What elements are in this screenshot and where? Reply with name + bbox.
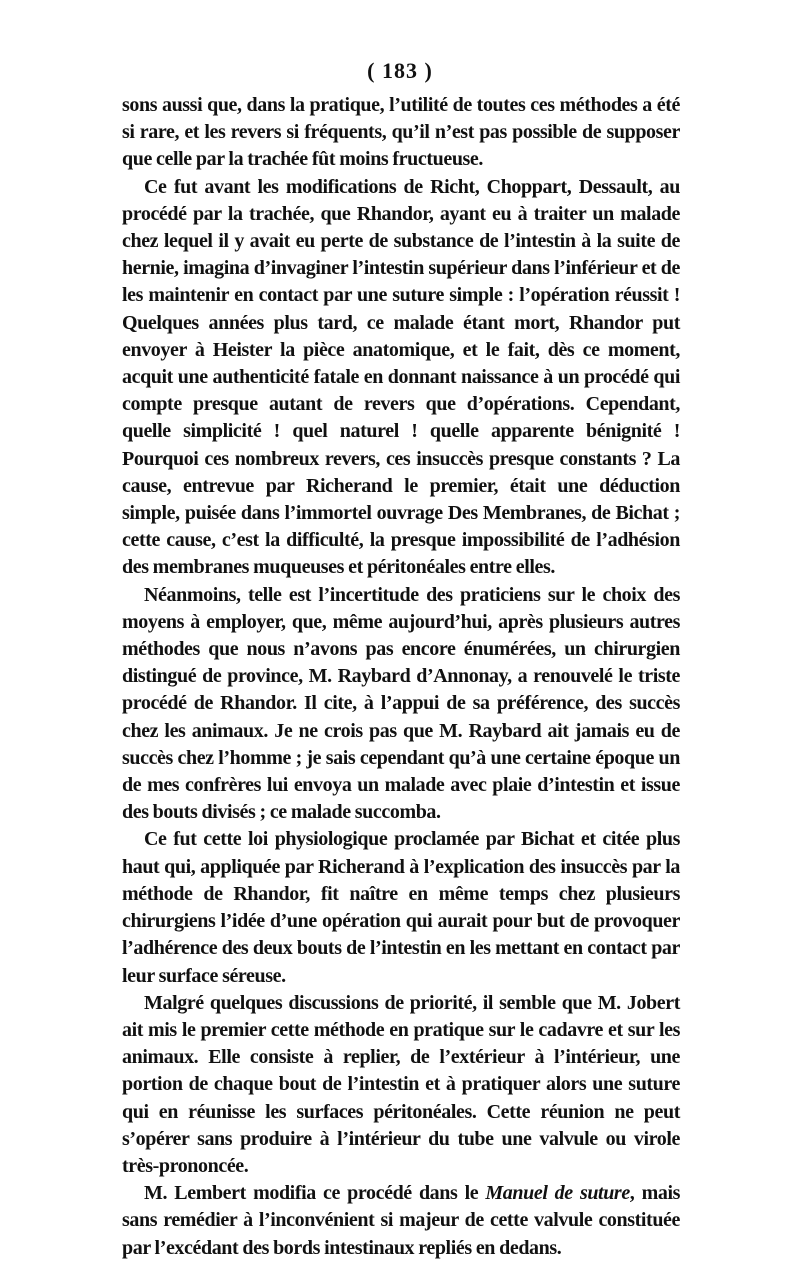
paragraph-4: Ce fut cette loi physiologique proclamée par Bichat et citée plus haut qui, appliquée par Richerand à l’explication des insuccès par la méthode de Rhandor, fit naître en même temps chez plusieurs chirurgiens l’idée d’une opération qui aurait pour but de provoquer l’adhérence des deux bouts de l’intestin en les mettant en contact par leur surface séreuse.: [122, 828, 680, 987]
paragraph-5: Malgré quelques discussions de priorité, il semble que M. Jobert ait mis le premier cette méthode en pratique sur le cadavre et sur les animaux. Elle consiste à replier, de l’extérieur à l’intérieur, une portion de chaque bout de l’intestin et à pratiquer alors une suture qui en réunisse les surfaces péritonéales. Cette réunion ne peut s’opérer sans produire à l’intérieur du tube une valvule ou virole très-prononcée.: [122, 991, 680, 1177]
page-number: ( 183 ): [367, 58, 433, 83]
paragraph-6-italic-title: Manuel de suture: [485, 1182, 630, 1205]
paragraph-1: sons aussi que, dans la pratique, l’utilité de toutes ces méthodes a été si rare, et les revers si fréquents, qu’il n’est pas possible de supposer que celle par la trachée fût moins fructueuse.: [122, 94, 680, 171]
paragraph-3: Néanmoins, telle est l’incertitude des praticiens sur le choix des moyens à employer, que, même aujourd’hui, après plusieurs autres méthodes que nous n’avons pas encore énumérées, un chirurgien distingué de province, M. Raybard d’Annonay, a renouvelé le triste procédé de Rhandor. Il cite, à l’appui de sa préférence, des succès chez les animaux. Je ne crois pas que M. Raybard ait jamais eu de succès chez l’homme ; je sais cependant qu’à une certaine époque un de mes confrères lui envoya un malade avec plaie d’intestin et issue des bouts divisés ; ce malade succomba.: [122, 583, 680, 824]
page-body: [122, 92, 680, 1262]
paragraph-6-after: , mais sans remédier à l’inconvénient si majeur de cette valvule constituée par l’excédant des bords intestinaux repliés en dedans.: [122, 1182, 680, 1259]
paragraph-6: [122, 1180, 680, 1262]
paragraph-2: Ce fut avant les modifications de Richt, Choppart, Dessault, au procédé par la trachée, que Rhandor, ayant eu à traiter un malade chez lequel il y avait eu perte de substance de l’intestin à la suite de hernie, imagina d’invaginer l’intestin supérieur dans l’inférieur et de les maintenir en contact par une suture simple : l’opération réussit ! Quelques années plus tard, ce malade étant mort, Rhandor put envoyer à Heister la pièce anatomique, et le fait, dès ce moment, acquit une authenticité fatale en donnant naissance à un procédé qui compte presque autant de revers que d’opérations. Cependant, quelle simplicité ! quel naturel ! quelle apparente bénignité ! Pourquoi ces nombreux revers, ces insuccès presque constants ? La cause, entrevue par Richerand le premier, était une déduction simple, puisée dans l’immortel ouvrage Des Membranes, de Bichat ; cette cause, c’est la difficulté, la presque impossibilité de l’adhésion des membranes muqueuses et péritonéales entre elles.: [122, 175, 680, 579]
paragraph-6-before: M. Lembert modifia ce procédé dans le: [144, 1182, 486, 1205]
